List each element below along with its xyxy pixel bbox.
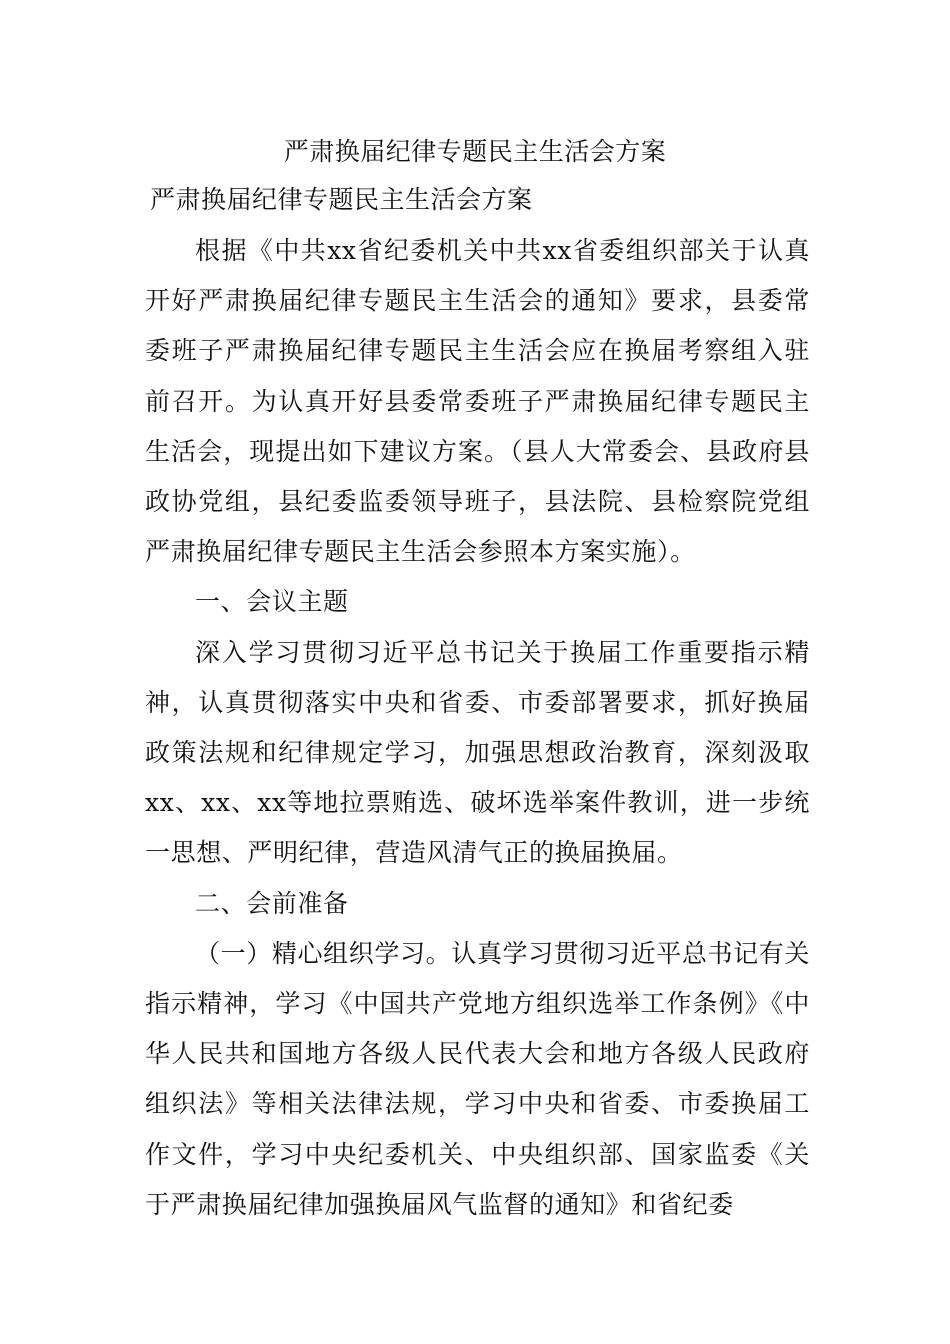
- document-title: 严肃换届纪律专题民主生活会方案: [283, 137, 667, 166]
- paragraph-theme: 深入学习贯彻习近平总书记关于换届工作重要指示精神，认真贯彻落实中央和省委、市委部署要求，抓好换届政策法规和纪律规定学习，加强思想政治教育，深刻汲取xx、xx、xx等地拉票贿选、破坏选举案件教训，进一步统一思想、严明纪律，营造风清气正的换届换届。: [145, 637, 810, 868]
- document-subtitle: 严肃换届纪律专题民主生活会方案: [150, 185, 533, 214]
- section-heading-theme: 一、会议主题: [195, 587, 349, 617]
- paragraph-study: （一）精心组织学习。认真学习贯彻习近平总书记有关指示精神，学习《中国共产党地方组织选举工作条例》《中华人民共和国地方各级人民代表大会和地方各级人民政府组织法》等相关法律法规，学习中央和省委、市委换届工作文件，学习中央纪委机关、中央组织部、国家监委《关于严肃换届纪律加强换届风气监督的通知》和省纪委: [145, 938, 810, 1219]
- document-body: [145, 226, 810, 1230]
- section-heading-preparation: 二、会前准备: [195, 888, 349, 918]
- paragraph-intro: 根据《中共xx省纪委机关中共xx省委组织部关于认真开好严肃换届纪律专题民主生活会的通知》要求，县委常委班子严肃换届纪律专题民主生活会应在换届考察组入驻前召开。为认真开好县委常委班子严肃换届纪律专题民主生活会，现提出如下建议方案。（县人大常委会、县政府县政协党组，县纪委监委领导班子，县法院、县检察院党组严肃换届纪律专题民主生活会参照本方案实施）。: [145, 236, 810, 567]
